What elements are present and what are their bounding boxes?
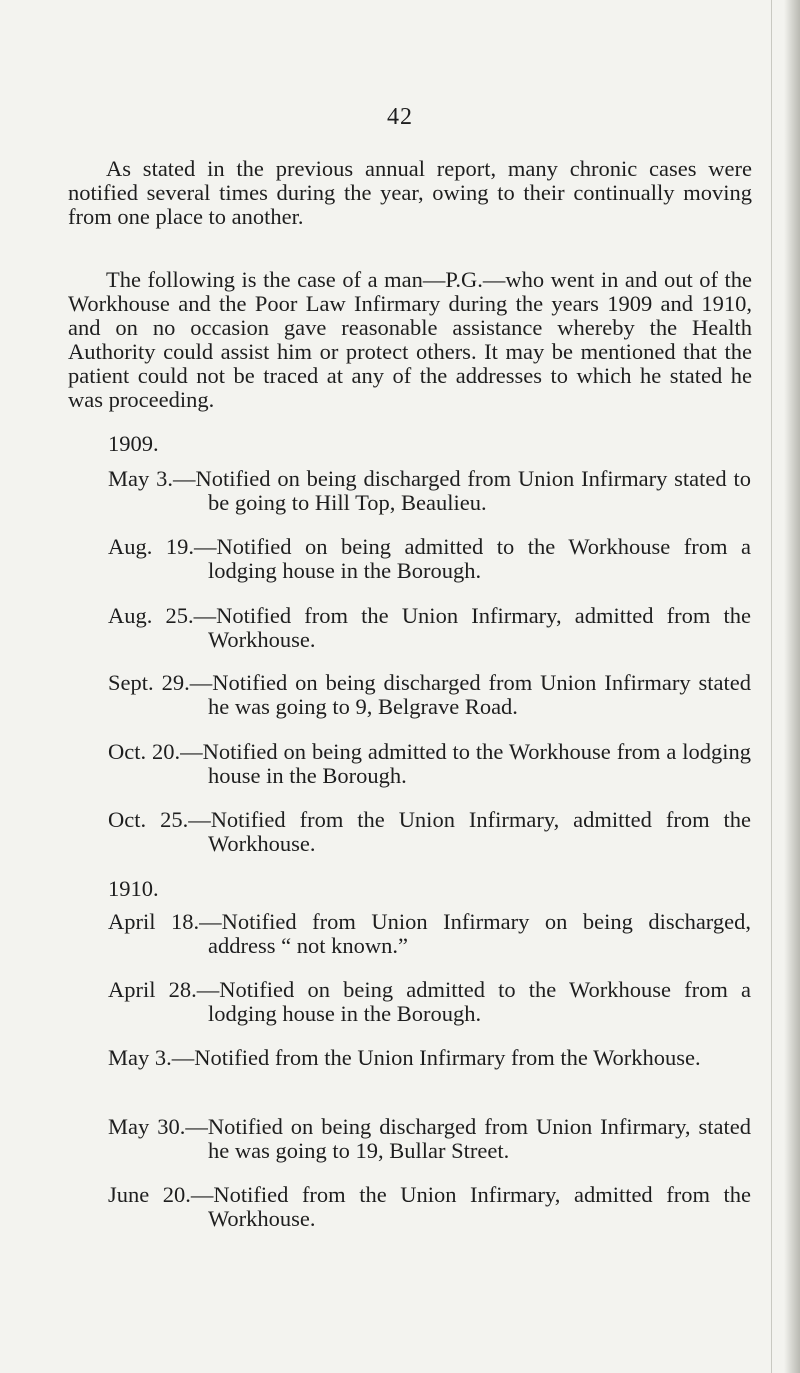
entry-1910-april-18 [108,910,751,958]
entry-1910-may-30 [108,1115,751,1163]
entry-month: April [108,909,156,934]
entry-text: 25.—Notified from the Union Infirmary, admitted from the Workhouse. [165,603,751,652]
entry-month: June [108,1182,150,1207]
binding-shadow-line [771,0,772,1373]
entry-text: 28.—Notified on being admitted to the Workhouse from a lodging house in the Borough. [168,977,751,1026]
entry-1909-aug-19 [108,535,751,583]
entry-text: 25.—Notified from the Union Infirmary, admitted from the Workhouse. [160,807,751,856]
entry-month: May [108,466,150,491]
entry-month: May [108,1045,150,1070]
entry-text: 29.—Notified on being discharged from Union Infirmary stated he was going to 9, Belgrave Road. [161,670,752,719]
year-heading-1909: 1909. [108,431,159,456]
entry-month: Oct. [108,739,147,764]
entry-1909-sept-29 [108,671,751,719]
case-paragraph: The following is the case of a man—P.G.—who went in and out of the Workhouse and the Poor Law Infirmary during the years 1909 and 1910, and on no occasion gave reasonable assistance whereby the Health Authority could assist him or protect others. It may be mentioned that the patient could not be traced at any of the addresses to which he stated he was proceeding. [68,267,752,412]
entry-month: May [108,1114,150,1139]
page-number: 42 [387,104,413,130]
entry-text: 3.—Notified on being discharged from Union Infirmary stated to be going to Hill Top, Beaulieu. [156,466,752,515]
entry-1909-aug-25 [108,604,751,652]
binding-edge [784,0,800,1373]
entry-month: Sept. [108,670,154,695]
entry-month: Oct. [108,807,147,832]
intro-paragraph: As stated in the previous annual report, many chronic cases were notified several times during the year, owing to their continually moving from one place to another. [68,156,752,229]
entry-1909-oct-25 [108,808,751,856]
year-heading-1910: 1910. [108,876,159,901]
entry-text: 19.—Notified on being admitted to the Workhouse from a lodging house in the Borough. [165,534,751,583]
entry-month: Aug. [108,603,153,628]
entry-text: 20.—Notified on being admitted to the Workhouse from a lodging house in the Borough. [152,739,751,788]
entry-text: 30.—Notified on being discharged from Union Infirmary, stated he was going to 19, Bullar Street. [157,1114,751,1163]
entry-1909-oct-20 [108,740,751,788]
entry-month: April [108,977,156,1002]
entry-1910-june-20 [108,1183,751,1231]
entry-1910-may-3 [108,1046,751,1070]
entry-month: Aug. [108,534,153,559]
entry-1909-may-3 [108,467,751,515]
entry-text: 20.—Notified from the Union Infirmary, admitted from the Workhouse. [162,1182,751,1231]
entry-text: 3.—Notified from the Union Infirmary from the Workhouse. [154,1045,701,1070]
entry-1910-april-28 [108,978,751,1026]
entry-text: 18.—Notified from Union Infirmary on being discharged, address “ not known.” [171,909,751,958]
